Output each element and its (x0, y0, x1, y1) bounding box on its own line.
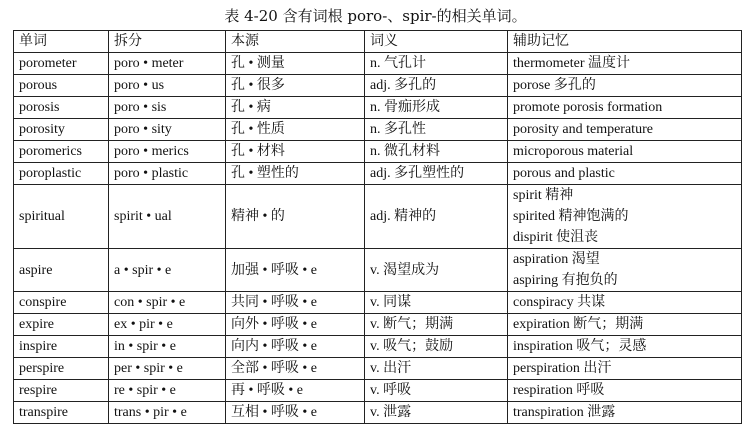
cell-origin: 加强 • 呼吸 • e (226, 249, 365, 292)
cell-word: transpire (14, 402, 109, 424)
cell-meaning: v. 呼吸 (365, 380, 508, 402)
cell-word: porometer (14, 53, 109, 75)
cell-word: perspire (14, 358, 109, 380)
cell-split: poro • meter (109, 53, 226, 75)
cell-origin: 孔 • 性质 (226, 119, 365, 141)
memory-aid-line: spirit 精神 (513, 188, 574, 203)
cell-memory-aid (508, 119, 742, 141)
cell-memory-aid (508, 402, 742, 424)
table-row (14, 249, 742, 292)
table-caption: 表 4-20 含有词根 poro-、spir-的相关单词。 (224, 7, 527, 25)
memory-aid-line: transpiration 泄露 (513, 405, 616, 420)
cell-split: trans • pir • e (109, 402, 226, 424)
cell-meaning: n. 微孔材料 (365, 141, 508, 163)
cell-meaning: n. 气孔计 (365, 53, 508, 75)
cell-split: poro • merics (109, 141, 226, 163)
cell-meaning: adj. 多孔的 (365, 75, 508, 97)
cell-meaning: adj. 多孔塑性的 (365, 163, 508, 185)
header-meaning: 词义 (365, 31, 508, 53)
memory-aid-line: spirited 精神饱满的 (513, 209, 629, 224)
cell-meaning: n. 骨痂形成 (365, 97, 508, 119)
cell-origin: 孔 • 塑性的 (226, 163, 365, 185)
cell-origin: 共同 • 呼吸 • e (226, 292, 365, 314)
cell-split: in • spir • e (109, 336, 226, 358)
header-split: 拆分 (109, 31, 226, 53)
table-row (14, 292, 742, 314)
cell-split: a • spir • e (109, 249, 226, 292)
memory-aid-line: promote porosis formation (513, 100, 663, 115)
cell-origin: 全部 • 呼吸 • e (226, 358, 365, 380)
cell-split: poro • plastic (109, 163, 226, 185)
cell-memory-aid (508, 163, 742, 185)
cell-split: ex • pir • e (109, 314, 226, 336)
cell-split: poro • sity (109, 119, 226, 141)
header-origin: 本源 (226, 31, 365, 53)
table-row (14, 97, 742, 119)
cell-memory-aid (508, 336, 742, 358)
memory-aid-line: conspiracy 共谋 (513, 295, 606, 310)
cell-word: spiritual (14, 185, 109, 249)
memory-aid-line: perspiration 出汗 (513, 361, 612, 376)
cell-memory-aid (508, 358, 742, 380)
cell-origin: 孔 • 测量 (226, 53, 365, 75)
cell-meaning: v. 同谋 (365, 292, 508, 314)
vocabulary-table (13, 30, 742, 424)
table-row (14, 336, 742, 358)
cell-memory-aid (508, 75, 742, 97)
cell-split: poro • sis (109, 97, 226, 119)
header-word: 单词 (14, 31, 109, 53)
cell-memory-aid (508, 314, 742, 336)
cell-meaning: adj. 精神的 (365, 185, 508, 249)
table-row (14, 53, 742, 75)
table-row (14, 358, 742, 380)
table-body (14, 53, 742, 424)
table-header-row (14, 31, 742, 53)
table-row (14, 141, 742, 163)
cell-meaning: n. 多孔性 (365, 119, 508, 141)
cell-word: porosis (14, 97, 109, 119)
cell-origin: 向内 • 呼吸 • e (226, 336, 365, 358)
cell-word: poroplastic (14, 163, 109, 185)
table-row (14, 185, 742, 249)
cell-origin: 孔 • 病 (226, 97, 365, 119)
cell-word: poromerics (14, 141, 109, 163)
table-row (14, 380, 742, 402)
cell-word: porosity (14, 119, 109, 141)
cell-meaning: v. 吸气；鼓励 (365, 336, 508, 358)
cell-word: inspire (14, 336, 109, 358)
cell-split: con • spir • e (109, 292, 226, 314)
cell-memory-aid (508, 249, 742, 292)
memory-aid-line: porosity and temperature (513, 122, 653, 137)
cell-word: respire (14, 380, 109, 402)
memory-aid-line: expiration 断气；期满 (513, 317, 644, 332)
memory-aid-line: aspiring 有抱负的 (513, 273, 618, 288)
memory-aid-line: thermometer 温度计 (513, 56, 631, 71)
memory-aid-line: aspiration 渴望 (513, 252, 600, 267)
cell-split: poro • us (109, 75, 226, 97)
header-memory-aid: 辅助记忆 (508, 31, 742, 53)
table-row (14, 163, 742, 185)
cell-origin: 孔 • 材料 (226, 141, 365, 163)
table-row (14, 314, 742, 336)
cell-memory-aid (508, 97, 742, 119)
memory-aid-line: inspiration 吸气；灵感 (513, 339, 647, 354)
table-row (14, 75, 742, 97)
cell-memory-aid (508, 380, 742, 402)
cell-split: per • spir • e (109, 358, 226, 380)
cell-origin: 再 • 呼吸 • e (226, 380, 365, 402)
cell-origin: 互相 • 呼吸 • e (226, 402, 365, 424)
memory-aid-line: dispirit 使沮丧 (513, 230, 599, 245)
cell-memory-aid (508, 292, 742, 314)
cell-meaning: v. 断气；期满 (365, 314, 508, 336)
cell-origin: 精神 • 的 (226, 185, 365, 249)
cell-memory-aid (508, 185, 742, 249)
cell-meaning: v. 泄露 (365, 402, 508, 424)
cell-word: porous (14, 75, 109, 97)
cell-origin: 孔 • 很多 (226, 75, 365, 97)
memory-aid-line: microporous material (513, 144, 634, 159)
cell-word: conspire (14, 292, 109, 314)
cell-word: expire (14, 314, 109, 336)
memory-aid-line: respiration 呼吸 (513, 383, 605, 398)
cell-meaning: v. 出汗 (365, 358, 508, 380)
table-row (14, 119, 742, 141)
cell-memory-aid (508, 141, 742, 163)
table-row (14, 402, 742, 424)
cell-split: re • spir • e (109, 380, 226, 402)
cell-memory-aid (508, 53, 742, 75)
memory-aid-line: porous and plastic (513, 166, 615, 181)
cell-meaning: v. 渴望成为 (365, 249, 508, 292)
cell-word: aspire (14, 249, 109, 292)
memory-aid-line: porose 多孔的 (513, 78, 596, 93)
cell-origin: 向外 • 呼吸 • e (226, 314, 365, 336)
cell-split: spirit • ual (109, 185, 226, 249)
